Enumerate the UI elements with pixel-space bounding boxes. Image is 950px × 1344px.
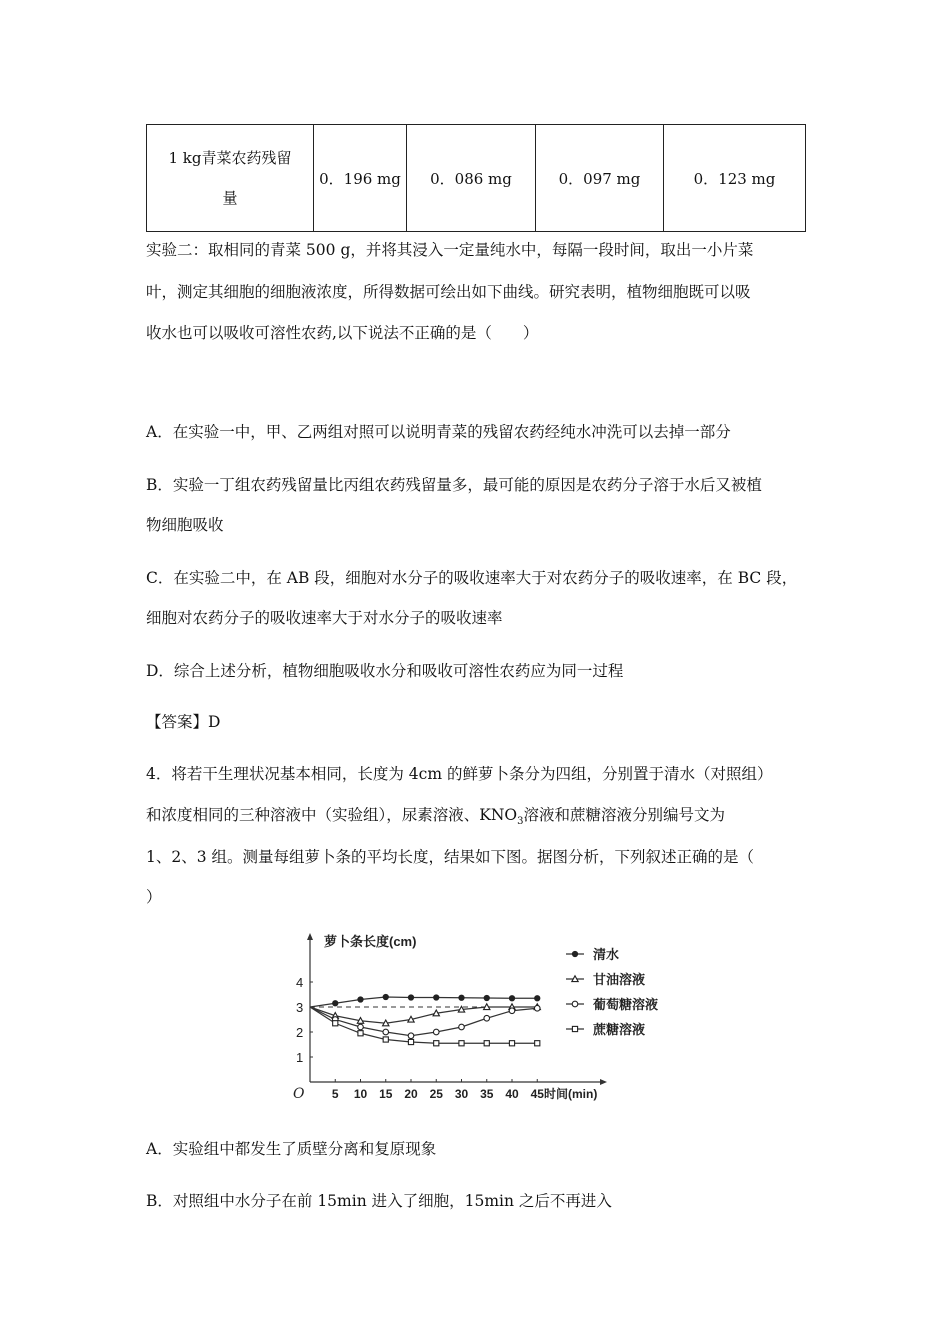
row-label-line2: 量: [222, 189, 238, 207]
data-point: [408, 1033, 414, 1039]
pesticide-residue-table: [146, 124, 806, 232]
q4-option-a: A．实验组中都发生了质壁分离和复原现象: [146, 1140, 437, 1158]
data-point: [534, 1005, 540, 1011]
q3-option-d: D．综合上述分析，植物细胞吸收水分和吸收可溶性农药应为同一过程: [146, 662, 624, 680]
table-row: [147, 125, 806, 232]
q4-line1: 4．将若干生理状况基本相同，长度为 4cm 的鲜萝卜条分为四组，分别置于清水（对照组）: [146, 765, 773, 783]
y-tick-label: 3: [296, 1000, 304, 1015]
y-axis-arrow: [307, 933, 313, 940]
row-label-cell: [147, 125, 314, 232]
series-line-1: [310, 997, 537, 1007]
table-cell: 0．196 mg: [314, 125, 407, 232]
legend-label: 清水: [593, 947, 620, 962]
text-line: 实验二：取相同的青菜 500 g，并将其浸入一定量纯水中，每隔一段时间，取出一小片菜: [146, 241, 754, 259]
q4-line4: ）: [146, 888, 162, 906]
data-point: [572, 1026, 577, 1031]
x-tick-label: 30: [454, 1087, 469, 1101]
q4-line2-pre: 和浓度相同的三种溶液中（实验组），尿素溶液、KNO: [146, 806, 518, 824]
data-point: [358, 1024, 364, 1030]
data-point: [434, 1041, 439, 1046]
data-point: [509, 996, 514, 1001]
text-line: 叶，测定其细胞的细胞液浓度，所得数据可绘出如下曲线。研究表明，植物细胞既可以吸: [146, 283, 751, 301]
data-point: [383, 1037, 388, 1042]
x-axis-arrow: [600, 1079, 607, 1085]
q3-option-c-line1: C．在实验二中，在 AB 段，细胞对水分子的吸收速率大于对农药分子的吸收速率，在 BC 段，: [146, 569, 798, 587]
x-tick-label: 15: [379, 1087, 393, 1101]
data-point: [509, 1041, 514, 1046]
x-tick-label: 35: [480, 1087, 494, 1101]
y-tick-label: 1: [296, 1050, 304, 1065]
q4-option-b: B．对照组中水分子在前 15min 进入了细胞，15min 之后不再进入: [146, 1192, 612, 1210]
data-point: [383, 1029, 389, 1035]
series-line-4: [310, 1007, 537, 1043]
q3-option-a: A．在实验一中，甲、乙两组对照可以说明青菜的残留农药经纯水冲洗可以去掉一部分: [146, 423, 731, 441]
q3-option-b-line1: B．实验一丁组农药残留量比丙组农药残留量多，最可能的原因是农药分子溶于水后又被植: [146, 476, 762, 494]
data-point: [484, 1015, 490, 1021]
series-line-3: [310, 1007, 537, 1036]
data-point: [572, 951, 577, 956]
q4-line2: [146, 803, 725, 827]
data-point: [459, 995, 464, 1000]
q3-option-c-line2: 细胞对农药分子的吸收速率大于对水分子的吸收速率: [146, 609, 503, 627]
series-line-2: [310, 1007, 537, 1023]
legend-label: 甘油溶液: [593, 972, 646, 987]
data-point: [572, 1001, 578, 1007]
origin-label: O: [293, 1086, 305, 1102]
data-point: [333, 1021, 338, 1026]
radish-length-chart: [286, 928, 676, 1103]
x-axis-label: 时间(min): [544, 1087, 598, 1101]
q4-line2-post: 溶液和蔗糖溶液分别编号文为: [523, 806, 725, 824]
q4-line2-sub: 3: [517, 816, 524, 828]
text-line: 收水也可以吸收可溶性农药,以下说法不正确的是（ ）: [146, 324, 539, 342]
data-point: [535, 996, 540, 1001]
y-tick-label: 4: [296, 975, 304, 990]
data-point: [358, 1031, 363, 1036]
data-point: [433, 1029, 439, 1035]
table-cell: 0．097 mg: [536, 125, 664, 232]
data-point: [484, 1041, 489, 1046]
data-point: [459, 1041, 464, 1046]
x-tick-label: 5: [331, 1087, 339, 1101]
row-label-line1: 1 kg青菜农药残留: [168, 149, 292, 167]
legend-label: 蔗糖溶液: [593, 1022, 646, 1037]
data-point: [333, 1001, 338, 1006]
y-tick-label: 2: [296, 1025, 304, 1040]
data-point: [509, 1008, 515, 1014]
x-tick-label: 25: [429, 1087, 443, 1101]
x-tick-label: 40: [505, 1087, 519, 1101]
q4-line3: 1、2、3 组。测量每组萝卜条的平均长度，结果如下图。据图分析，下列叙述正确的是（: [146, 848, 755, 866]
data-point: [434, 995, 439, 1000]
table-cell: 0．123 mg: [664, 125, 806, 232]
legend-label: 葡萄糖溶液: [593, 997, 659, 1012]
y-axis-label: 萝卜条长度(cm): [324, 934, 417, 949]
data-point: [383, 994, 388, 999]
data-point: [408, 1039, 413, 1044]
data-point: [358, 997, 363, 1002]
data-point: [408, 995, 413, 1000]
x-tick-label: 20: [404, 1087, 418, 1101]
q3-option-b-line2: 物细胞吸收: [146, 516, 224, 534]
x-tick-label: 45: [530, 1087, 544, 1101]
answer-label: 【答案】D: [146, 713, 221, 731]
data-point: [459, 1024, 465, 1030]
data-point: [535, 1041, 540, 1046]
table-cell: 0．086 mg: [407, 125, 536, 232]
x-tick-label: 10: [353, 1087, 368, 1101]
data-point: [484, 995, 489, 1000]
